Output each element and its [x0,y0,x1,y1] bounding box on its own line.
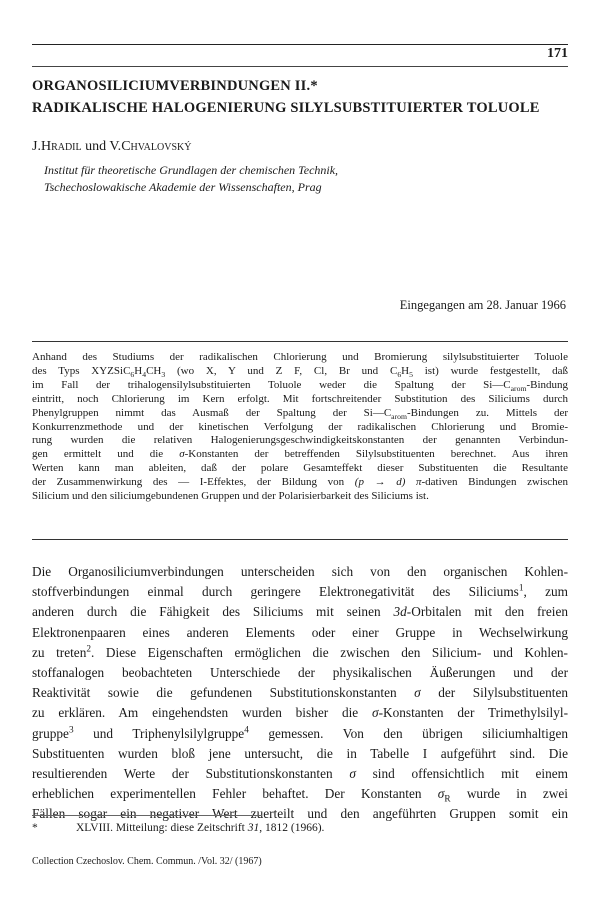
footnote-rule [32,815,262,816]
abstract-line: der Zusammenwirkung des — I-Effektes, der Bildung von (p → d) π-dativen Bindungen zwischen [32,476,568,489]
author1-name: Hradil [40,139,82,154]
body-line: zu treten$^2$. Diese Eigenschaften ermöglichen die zwischen den Silicium- und Kohlen- [32,644,568,660]
abstract-line: Konkurrenzmethode und der kinetischen Verfolgung der radikalischen Chlorierung und Bromie- [32,420,568,433]
body-line: anderen durch die Fähigkeit des Siliciums mit seinen 3d-Orbitalen mit den freien [32,604,568,620]
body-line: Fällen sogar ein negativer Wert zuerteilt und den angeführten Gruppen somit ein [32,806,568,822]
body-text [32,562,568,825]
title-line-1: ORGANOSILICIUMVERBINDUNGEN II.* [32,78,318,94]
abstract-line: Anhand des Studiums der radikalischen Chlorierung und Bromierung silylsubstituierter Toluole [32,351,568,363]
body-line: Die Organosiliciumverbindungen unterscheiden sich von den organischen Kohlen- [32,564,568,579]
body-line: Reaktivität sowie die gefundenen Substitutionskonstanten σ der Silylsubstituenten [32,685,568,701]
page-number: 171 [547,46,568,61]
received-date: Eingegangen am 28. Januar 1966 [399,298,566,312]
abstract-top-rule [32,341,568,342]
abstract-line: rung wurden die relativen Halogenierungsgeschwindigkeitskonstanten der genannten Verbindun- [32,434,568,447]
body-line: zu erklären. Am eingehendsten wurden bisher die σ-Konstanten der Trimethylsilyl- [32,705,568,721]
abstract-bottom-rule [32,539,568,540]
author1-initial: J. [32,139,41,154]
body-line: erheblichen experimentellen Fehler behaftet. Der Konstanten $\sigma_R$ wurde in zwei [32,786,568,805]
top-rule [32,44,568,45]
header-rule [32,66,568,67]
body-line: resultierenden Werte der Substitutionskonstanten σ sind offensichtlich mit einem [32,766,568,782]
footnote: * XLVIII. Mitteilung: diese Zeitschrift 31, 1812 (1966). [32,822,325,834]
institute-line-1: Institut für theoretische Grundlagen der chemischen Technik, [44,163,339,177]
abstract-line: Werten kann man ableiten, daß der polare Gesamteffekt dieser Substituenten die Resultante [32,462,568,475]
institute-line-2: Tschechoslowakische Akademie der Wissenschaften, Prag [44,180,322,194]
title-line-2: RADIKALISCHE HALOGENIERUNG SILYLSUBSTITUIERTER TOLUOLE [32,100,540,116]
footnote-marker: * [32,822,38,834]
authors [32,139,191,155]
authors-conjunction: und [81,139,110,154]
body-line: gruppe$^3$ und Triphenylsilylgruppe$^4$ gemessen. Von den übrigen siliciumhaltigen [32,725,569,741]
abstract-line: eintritt, noch Chlorierung im Kern erfolgt. Mit fortschreitender Substitution des Siliciums durch [32,392,568,405]
abstract-line: gen ermittelt und die σ-Konstanten der betreffenden Silylsubstituenten berechnet. Aus ihren [32,448,568,461]
abstract-line: Phenylgruppen nimmt das Ausmaß der Spaltung der $Si—C_{arom}$-Bindungen zu. Mittels der [32,406,568,421]
abstract [32,351,568,504]
abstract-line: des Typs $XYZSiC_6H_4CH_3$ (wo X, Y und Z F, Cl, Br und $C_6H_5$ ist) wurde festgestellt, daß [32,364,568,380]
author2-initial: V. [109,139,122,154]
abstract-line: im Fall der trihalogensilylsubstituierten Toluole weder die Spaltung der $Si—C_{arom}$-Bindung [32,378,568,393]
body-line: stoffverbindungen einmal durch geringere Elektronegativität des Siliciums$^1$, zum [32,583,569,600]
abstract-line: Silicium und den siliciumgebundenen Gruppen und der Polarisierbarkeit des Siliciums ist. [32,490,429,503]
body-line: stoffanalogen beobachteten Unterschiede der physikalischen Äußerungen und der [32,665,568,681]
journal-citation: Collection Czechoslov. Chem. Commun. /Vol. 32/ (1967) [32,856,262,867]
author2-name: Chvalovský [121,139,192,154]
body-line: Elektronenpaaren eines anderen Elements oder einer Gruppe in Wechselwirkung [32,624,568,640]
body-line: Substituenten wurden bloß jene untersucht, die in Tabelle I aufgeführt sind. Die [32,745,568,761]
